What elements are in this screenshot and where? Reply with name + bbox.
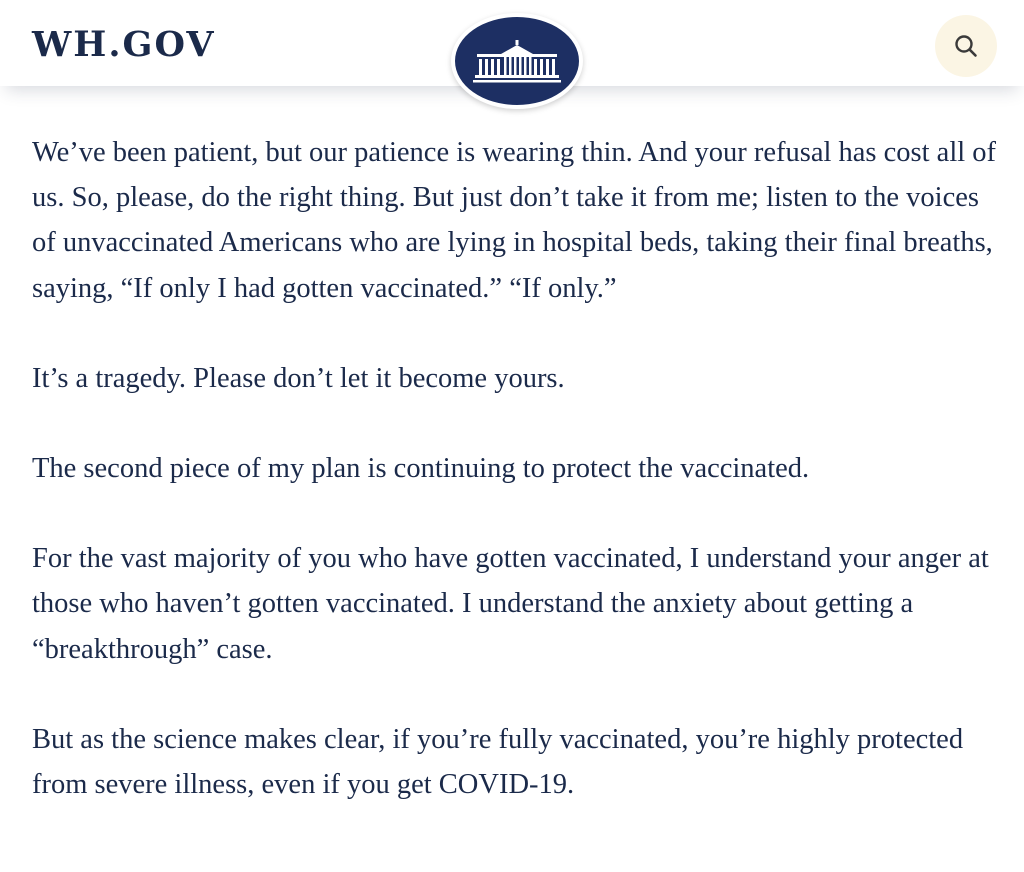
search-icon xyxy=(953,33,979,59)
article-paragraph: The second piece of my plan is continuing to protect the vaccinated. xyxy=(32,453,810,485)
article-body xyxy=(32,130,1007,852)
search-button[interactable] xyxy=(935,15,997,77)
article-paragraph: But as the science makes clear, if you’re fully vaccinated, you’re highly protected from severe illness, even if you get COVID-19. xyxy=(32,723,964,801)
article-paragraph: For the vast majority of you who have gotten vaccinated, I understand your anger at those who haven’t gotten vaccinated. I understand the anxiety about getting a “breakthrough” case. xyxy=(32,543,989,665)
white-house-seal[interactable] xyxy=(451,13,583,109)
article-paragraph: It’s a tragedy. Please don’t let it become yours. xyxy=(32,362,565,394)
white-house-seal-icon xyxy=(471,34,563,88)
article-paragraph: We’ve been patient, but our patience is wearing thin. And your refusal has cost all of us. So, please, do the right thing. But just don’t take it from me; listen to the voices of unvaccinated Americans who are lying in hospital beds, taking their final breaths, saying, “If only I had gotten vaccinated.” “If only.” xyxy=(32,137,997,304)
site-logo-link[interactable]: WH.GOV xyxy=(32,24,216,65)
